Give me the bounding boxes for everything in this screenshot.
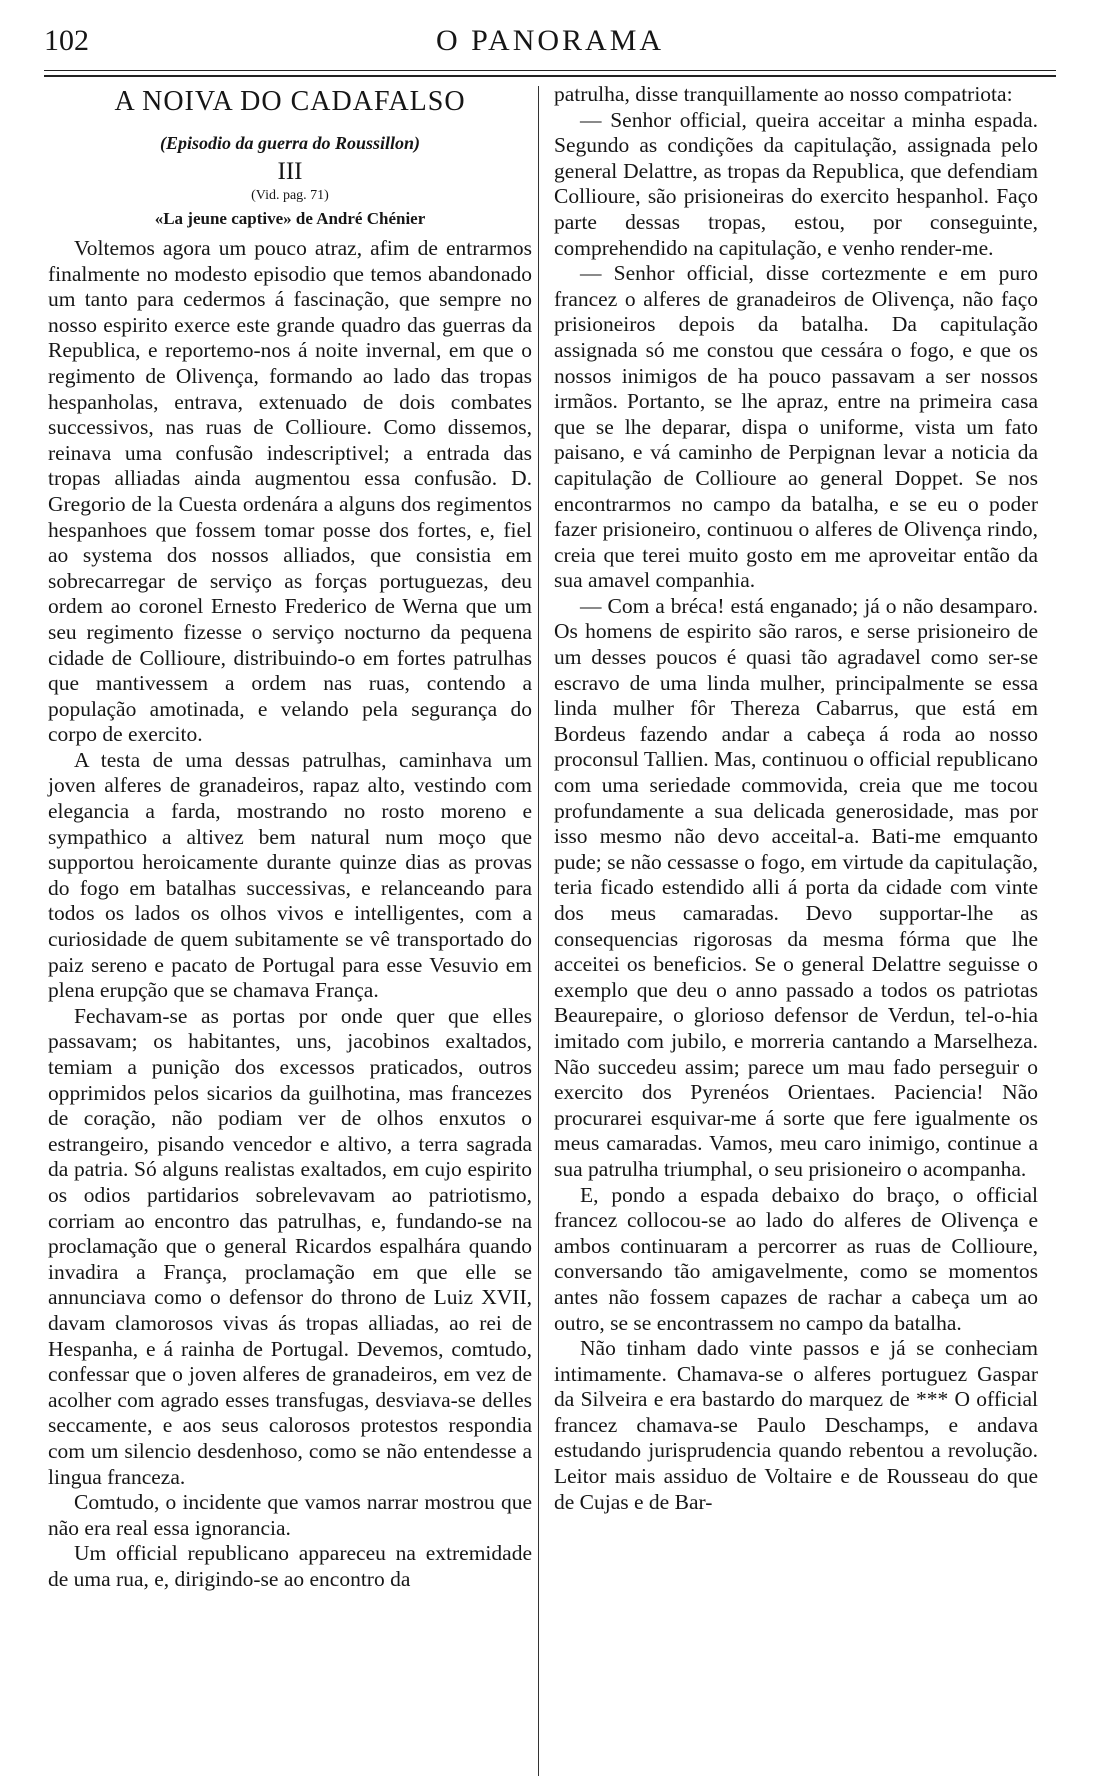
article-title: A NOIVA DO CADAFALSO: [114, 86, 466, 117]
running-head: [44, 24, 1056, 68]
epigraph: «La jeune captive» de André Chénier: [154, 209, 426, 228]
paragraph: Um official republicano appareceu na extremidade de uma rua, e, dirigindo-se ao encontro da: [48, 1541, 532, 1591]
paragraph: Comtudo, o incidente que vamos narrar mostrou que não era real essa ignorancia.: [48, 1490, 532, 1540]
paragraph: — Com a bréca! está enganado; já o não desamparo. Os homens de espirito são raros, e serse prisioneiro de um desses poucos é quasi tão agradavel como ser-se escravo de uma linda mulher, principalmente se essa linda mulher fôr Thereza Cabarrus, que está em Bordeus fazendo andar a cabeça á roda ao nosso proconsul Tallien. Mas, continuou o official republicano com uma seriedade commovida, creia que me tocou profundamente a sua delicada generosidade, mas por isso mesmo não devo acceital-a. Bati-me emquanto pude; se não cessasse o fogo, em virtude da capitulação, teria ficado estendido alli á porta da cidade com vinte dos meus camaradas. Devo supportar-lhe as consequencias rigorosas da mesma fórma que lhe acceitei os beneficios. Se o general Delattre seguisse o exemplo que deu o anno passado a todos os patriotas Beaurepaire, o glorioso defensor de Verdun, tel-o-hia imitado com jubilo, e morreria cantando a Marselheza. Não succedeu assim; parece um mau fado perseguir o exercito dos Pyrenéos Orientaes. Paciencia! Não procurarei esquivar-me á sorte que fere igualmente os meus camaradas. Vamos, meu caro inimigo, continue a sua patrulha triumphal, o seu prisioneiro o acompanha.: [554, 593, 1038, 1181]
paragraph: E, pondo a espada debaixo do braço, o official francez collocou-se ao lado do alferes de Olivença e ambos continuaram a percorrer as ruas de Collioure, conversando tão amigavelmente, como se momentos antes não fossem capazes de rachar a cabeça um ao outro, se se encontrassem no campo da batalha.: [554, 1182, 1038, 1335]
part-number: III: [277, 158, 303, 185]
page-number: 102: [44, 24, 89, 57]
left-column: [48, 82, 532, 1592]
paragraph: Não tinham dado vinte passos e já se conheciam intimamente. Chamava-se o alferes portuguez Gaspar da Silveira e era bastardo do marquez de *** O official francez chamava-se Paulo Deschamps, e andava estudando jurisprudencia quando rebentou a revolução. Leitor mais assiduo de Voltaire e de Rousseau do que de Cujas e de Bar-: [554, 1336, 1038, 1514]
paragraph-continued: patrulha, disse tranquillamente ao nosso compatriota:: [554, 82, 1013, 106]
paragraph: Voltemos agora um pouco atraz, afim de entrarmos finalmente no modesto episodio que temos abandonado um tanto para cedermos á fascinação, que sempre no nosso espirito exerce este grande quadro das guerras da Republica, e reportemo-nos á noite invernal, em que o regimento de Olivença, formando ao lado das tropas hespanholas, entrava, extenuado de dois combates successivos, nas ruas de Collioure. Como dissemos, reinava uma confusão indescriptivel; a entrada das tropas alliadas ainda augmentou essa confusão. D. Gregorio de la Cuesta ordenára a alguns dos regimentos hespanhoes que fossem tomar posse dos fortes, e, fiel ao systema dos nossos alliados, que consistia em sobrecarregar de serviço as forças portuguezas, deu ordem ao coronel Ernesto Frederico de Werna que um seu regimento fizesse o serviço nocturno da pequena cidade de Collioure, distribuindo-o em fortes patrulhas que mantivessem a ordem nas ruas, contendo a população amotinada, e velando pela segurança do corpo de exercito.: [48, 236, 532, 747]
journal-title: O PANORAMA: [435, 24, 665, 57]
paragraph: — Senhor official, queira acceitar a minha espada. Segundo as condições da capitulação, assignada pelo general Delattre, as tropas da Republica, que defendiam Collioure, são prisioneiras do exercito hespanhol. Faço parte dessas tropas, estou, por conseguinte, comprehendido na capitulação, e venho render-me.: [554, 107, 1038, 260]
header-rule: [44, 70, 1056, 71]
article-subtitle: (Episodio da guerra do Roussillon): [159, 133, 421, 153]
column-divider: [538, 86, 539, 1776]
header-rule-thick: [44, 75, 1056, 77]
paragraph: Fechavam-se as portas por onde quer que elles passavam; os habitantes, uns, jacobinos exaltados, temiam a punição dos excessos praticados, outros opprimidos pelos sicarios da guilhotina, mas francezes de coração, não podiam ver de olhos enxutos o estrangeiro, pisando vencedor e altivo, a terra sagrada da patria. Só alguns realistas exaltados, em cujo espirito os odios partidarios sobrelevavam ao patriotismo, corriam ao encontro das patrulhas, e, fundando-se na proclamação que o general Ricardos espalhára quando invadira a França, proclamação em que elle se annunciava como o defensor do throno de Luiz XVII, davam clamorosos vivas ás tropas alliadas, ao rei de Hespanha, e á rainha de Portugal. Devemos, comtudo, confessar que o joven alferes de granadeiros, em vez de acolher com agrado esses transfugas, desviava-se delles seccamente, e aos seus calorosos protestos respondia com um silencio desdenhoso, como se não entendesse a lingua franceza.: [48, 1003, 532, 1489]
paragraph: — Senhor official, disse cortezmente e em puro francez o alferes de granadeiros de Olivença, não faço prisioneiros depois da batalha. Da capitulação assignada só me constou que cessára o fogo, e que os nossos inimigos de ha pouco passavam a ser nossos irmãos. Portanto, se lhe apraz, entre na primeira casa que se lhe deparar, dispa o uniforme, vista um fato paisano, e vá caminho de Perpignan levar a noticia da capitulação de Collioure ao general Doppet. Se nos encontrarmos no campo da batalha, e se eu o poder fazer prisioneiro, continuou o alferes de Olivença rindo, creia que terei muito gosto em me aproveitar então da sua amavel companhia.: [554, 261, 1038, 593]
paragraph: A testa de uma dessas patrulhas, caminhava um joven alferes de granadeiros, rapaz alto, vestindo com elegancia a farda, mostrando no rosto moreno e sympathico a altivez bem natural num moço que supportou heroicamente durante quinze dias as provas do fogo em batalhas successivas, e relanceando para todos os lados os olhos vivos e intelligentes, com a curiosidade de quem subitamente se vê transportado do paiz sereno e pacato de Portugal para esse Vesuvio em plena erupção que se chamava França.: [48, 747, 532, 1003]
page-reference: (Vid. pag. 71): [251, 188, 329, 203]
right-column: [554, 82, 1038, 1515]
